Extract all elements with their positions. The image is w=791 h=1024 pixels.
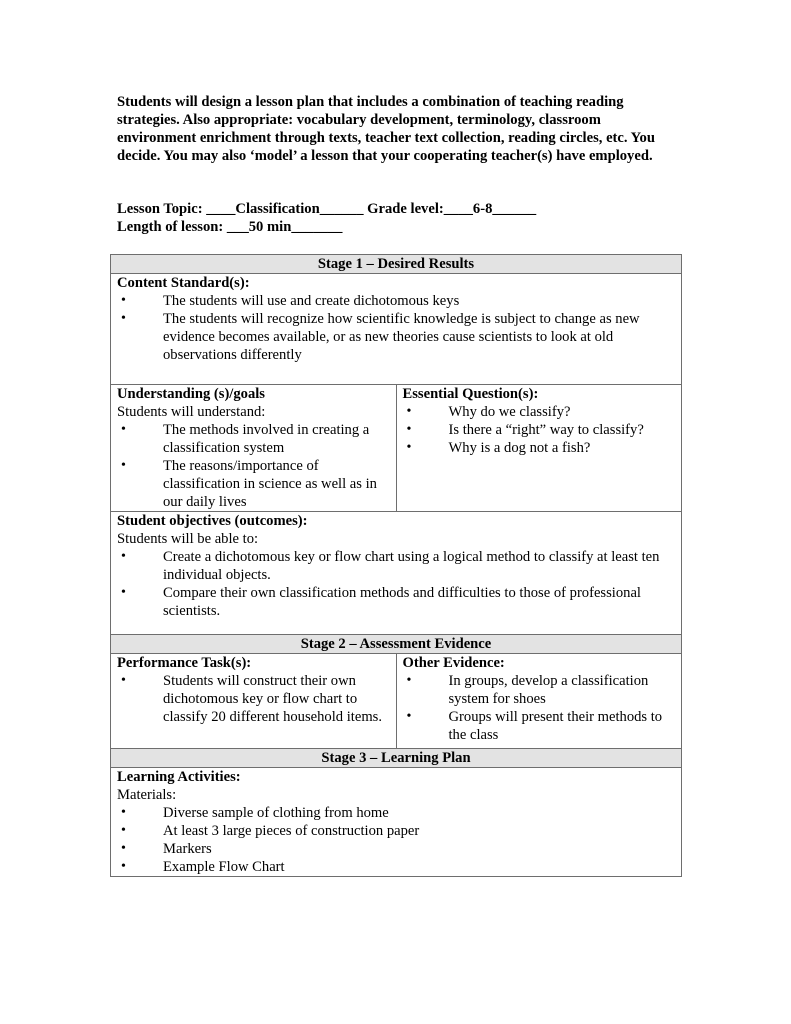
list-item: • In groups, develop a classification system for shoes bbox=[403, 672, 676, 708]
essential-questions-heading: Essential Question(s): bbox=[402, 386, 539, 402]
list-item: • Diverse sample of clothing from home bbox=[117, 804, 675, 822]
stage1-header: Stage 1 – Desired Results bbox=[111, 255, 682, 274]
assignment-instructions: Students will design a lesson plan that includes a combination of teaching reading strategies. Also appropriate: vocabulary development, terminology, classroom environment enrichment through texts, teacher text collection, reading circles, etc. You decide. You may also ‘model’ a lesson that your cooperating teacher(s) have employed. bbox=[117, 94, 655, 164]
content-standards-cell bbox=[111, 274, 682, 385]
essential-questions-list bbox=[403, 403, 676, 457]
understandings-cell bbox=[111, 385, 397, 512]
other-evidence-cell bbox=[396, 654, 682, 749]
lesson-topic-grade-line: Lesson Topic: ____Classification______ Grade level:____6-8______ bbox=[117, 201, 537, 217]
learning-activities-heading: Learning Activities: bbox=[117, 769, 241, 785]
other-evidence-heading: Other Evidence: bbox=[402, 655, 505, 671]
understandings-heading: Understanding (s)/goals bbox=[117, 386, 265, 402]
list-item: • At least 3 large pieces of construction paper bbox=[117, 822, 675, 840]
learning-activities-cell bbox=[111, 768, 682, 877]
other-evidence-list bbox=[403, 672, 676, 744]
objectives-heading: Student objectives (outcomes): bbox=[117, 513, 308, 529]
list-item: • The students will use and create dichotomous keys bbox=[117, 292, 675, 310]
list-item: • Markers bbox=[117, 840, 675, 858]
list-item: • Students will construct their own dichotomous key or flow chart to classify 20 different household items. bbox=[117, 672, 390, 726]
performance-tasks-heading: Performance Task(s): bbox=[117, 655, 252, 671]
essential-questions-cell bbox=[396, 385, 682, 512]
list-item: • Groups will present their methods to the class bbox=[403, 708, 676, 744]
list-item: • Is there a “right” way to classify? bbox=[403, 421, 676, 439]
performance-tasks-cell bbox=[111, 654, 397, 749]
list-item: • Compare their own classification methods and difficulties to those of professional scientists. bbox=[117, 584, 675, 620]
lesson-meta bbox=[117, 200, 536, 236]
lesson-plan-table bbox=[110, 254, 682, 877]
list-item: • The students will recognize how scientific knowledge is subject to change as new evidence becomes available, or as new theories cause scientists to look at old observations differently bbox=[117, 310, 675, 364]
list-item: • Why is a dog not a fish? bbox=[403, 439, 676, 457]
stage2-header: Stage 2 – Assessment Evidence bbox=[111, 635, 682, 654]
objectives-cell bbox=[111, 512, 682, 635]
materials-list bbox=[117, 804, 675, 876]
content-standards-list bbox=[117, 292, 675, 364]
list-item: • The reasons/importance of classification in science as well as in our daily lives bbox=[117, 457, 390, 511]
list-item: • Example Flow Chart bbox=[117, 858, 675, 876]
list-item: • Why do we classify? bbox=[403, 403, 676, 421]
stage3-header: Stage 3 – Learning Plan bbox=[111, 749, 682, 768]
materials-intro: Materials: bbox=[117, 787, 177, 803]
objectives-intro: Students will be able to: bbox=[117, 531, 259, 547]
understandings-intro: Students will understand: bbox=[117, 404, 266, 420]
content-standards-heading: Content Standard(s): bbox=[117, 275, 250, 291]
lesson-length-line: Length of lesson: ___50 min_______ bbox=[117, 219, 343, 235]
list-item: • The methods involved in creating a classification system bbox=[117, 421, 390, 457]
list-item: • Create a dichotomous key or flow chart using a logical method to classify at least ten individual objects. bbox=[117, 548, 675, 584]
performance-tasks-list bbox=[117, 672, 390, 726]
understandings-list bbox=[117, 421, 390, 511]
objectives-list bbox=[117, 548, 675, 620]
